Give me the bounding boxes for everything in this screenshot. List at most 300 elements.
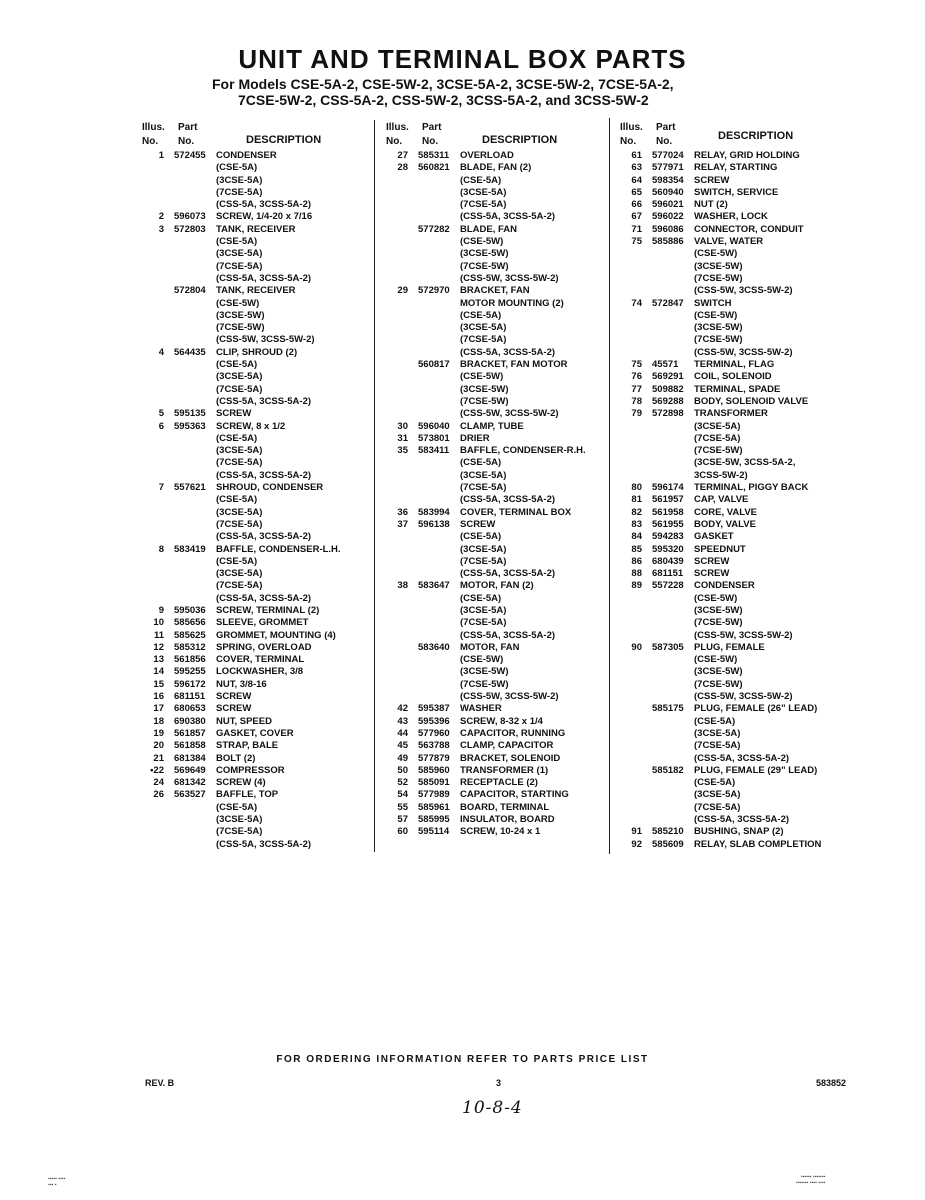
parts-row	[620, 285, 821, 297]
illus-number	[620, 457, 642, 469]
part-description: BRACKET, FAN	[460, 285, 530, 297]
part-number	[642, 654, 694, 666]
illus-number: 24	[153, 777, 164, 789]
part-number	[642, 691, 694, 703]
parts-row	[142, 507, 341, 519]
parts-row	[142, 162, 341, 174]
part-description: SCREW	[694, 174, 730, 186]
illus-number	[620, 605, 642, 617]
part-number	[642, 593, 694, 605]
part-number: 585175	[652, 703, 684, 715]
header-part: Part	[422, 122, 442, 133]
page-title: UNIT AND TERMINAL BOX PARTS	[238, 44, 687, 74]
parts-row	[142, 826, 341, 838]
part-number	[642, 248, 694, 260]
illus-number: 21	[153, 752, 164, 764]
part-number	[642, 285, 694, 297]
illus-number	[386, 236, 408, 248]
parts-column-1	[142, 118, 341, 851]
models-subtitle	[212, 76, 772, 108]
parts-row	[142, 617, 341, 629]
part-number: 572970	[418, 285, 450, 297]
parts-row	[620, 187, 821, 199]
illus-number	[620, 789, 642, 801]
part-number	[642, 347, 694, 359]
part-description: (3CSE-5A)	[694, 789, 741, 801]
part-number: 564435	[174, 346, 206, 358]
part-description: (3CSE-5A)	[460, 543, 507, 555]
part-description: NUT, SPEED	[216, 715, 272, 727]
parts-row	[620, 507, 821, 519]
illus-number: 64	[631, 174, 642, 186]
part-number: 583640	[418, 641, 450, 653]
parts-row	[386, 322, 586, 334]
illus-number	[142, 236, 164, 248]
parts-row	[620, 150, 821, 162]
part-description: (CSS-5W, 3CSS-5W-2)	[694, 629, 793, 641]
part-description: CLIP, SHROUD (2)	[216, 346, 298, 358]
parts-row	[620, 470, 821, 482]
parts-row	[386, 654, 586, 666]
illus-number	[620, 310, 642, 322]
part-description: (3CSE-5A)	[694, 727, 741, 739]
parts-row	[386, 556, 586, 568]
part-number	[642, 457, 694, 469]
part-number: 680653	[174, 703, 206, 715]
part-number	[408, 199, 460, 211]
parts-row	[620, 162, 821, 174]
parts-row	[386, 544, 586, 556]
illus-number	[620, 740, 642, 752]
parts-column-3	[620, 118, 821, 851]
part-number	[642, 617, 694, 629]
revision-label: REV. B	[145, 1078, 175, 1088]
illus-number	[142, 556, 164, 568]
part-description: CORE, VALVE	[694, 506, 757, 518]
parts-row	[142, 753, 341, 765]
parts-row	[620, 789, 821, 801]
parts-row	[142, 802, 341, 814]
illus-number: 42	[397, 703, 408, 715]
parts-row	[620, 273, 821, 285]
parts-row	[620, 531, 821, 543]
illus-number	[620, 273, 642, 285]
part-description: (CSE-5W)	[460, 371, 504, 383]
parts-row	[386, 175, 586, 187]
parts-row	[142, 519, 341, 531]
part-number: 563788	[418, 740, 450, 752]
illus-number	[386, 310, 408, 322]
part-number	[408, 531, 460, 543]
illus-number: 78	[631, 395, 642, 407]
part-description: (CSE-5A)	[460, 309, 502, 321]
parts-row	[620, 322, 821, 334]
parts-row	[620, 211, 821, 223]
parts-row	[386, 568, 586, 580]
illus-number	[142, 248, 164, 260]
illus-number	[142, 839, 164, 851]
part-description: (CSS-5A, 3CSS-5A-2)	[216, 838, 312, 850]
illus-number: 12	[153, 641, 164, 653]
part-description: (CSS-5A, 3CSS-5A-2)	[216, 592, 312, 604]
part-description: (7CSE-5A)	[216, 826, 263, 838]
part-number	[408, 334, 460, 346]
parts-row	[386, 298, 586, 310]
illus-number: 81	[631, 494, 642, 506]
parts-row	[386, 457, 586, 469]
parts-row	[386, 507, 586, 519]
part-description: (CSS-5A, 3CSS-5A-2)	[460, 346, 556, 358]
illus-number: 55	[397, 801, 408, 813]
illus-number	[386, 261, 408, 273]
part-number	[164, 248, 216, 260]
part-number	[642, 470, 694, 482]
part-number	[642, 666, 694, 678]
part-description: COVER, TERMINAL	[216, 654, 305, 666]
part-number	[408, 630, 460, 642]
part-description: SCREW	[216, 408, 252, 420]
illus-number	[620, 666, 642, 678]
part-description: (7CSE-5A)	[216, 383, 263, 395]
illus-number: 50	[397, 764, 408, 776]
illus-number: 13	[153, 654, 164, 666]
part-description: SCREW	[216, 691, 252, 703]
parts-row	[142, 396, 341, 408]
part-number	[408, 187, 460, 199]
parts-row	[142, 691, 341, 703]
illus-number: 79	[631, 408, 642, 420]
parts-row	[142, 728, 341, 740]
illus-number	[386, 544, 408, 556]
illus-number	[386, 211, 408, 223]
part-number: 509882	[652, 383, 684, 395]
parts-row	[386, 716, 586, 728]
part-description: (3CSE-5W)	[694, 666, 743, 678]
part-number: 690380	[174, 715, 206, 727]
part-description: (7CSE-5W)	[694, 334, 743, 346]
parts-row	[620, 814, 821, 826]
parts-row	[142, 408, 341, 420]
part-description: SPRING, OVERLOAD	[216, 641, 312, 653]
document-number: 583852	[816, 1078, 847, 1088]
parts-row	[142, 642, 341, 654]
part-description: (7CSE-5A)	[694, 432, 741, 444]
illus-number: 14	[153, 666, 164, 678]
parts-row	[386, 310, 586, 322]
part-number: 572803	[174, 223, 206, 235]
part-description: (7CSE-5A)	[460, 555, 507, 567]
illus-number: 89	[631, 580, 642, 592]
part-number: 561856	[174, 654, 206, 666]
part-number	[164, 494, 216, 506]
part-number: 577960	[418, 727, 450, 739]
part-number	[642, 740, 694, 752]
illus-number: •22	[150, 764, 164, 776]
header-no: No.	[386, 136, 403, 147]
column-divider	[374, 120, 375, 852]
part-number: 585625	[174, 629, 206, 641]
parts-row	[142, 347, 341, 359]
part-description: (CSE-5A)	[216, 359, 258, 371]
part-number: 595320	[652, 543, 684, 555]
parts-row	[620, 593, 821, 605]
parts-row	[386, 580, 586, 592]
part-description: STRAP, BALE	[216, 740, 279, 752]
illus-number: 65	[631, 186, 642, 198]
part-number: 560940	[652, 186, 684, 198]
illus-number	[142, 396, 164, 408]
illus-number: 92	[631, 838, 642, 850]
part-number: 577879	[418, 752, 450, 764]
ordering-note: FOR ORDERING INFORMATION REFER TO PARTS PRICE LIST	[276, 1054, 649, 1065]
illus-number	[386, 298, 408, 310]
part-description: NUT (2)	[694, 199, 728, 211]
illus-number: 77	[631, 383, 642, 395]
parts-row	[386, 334, 586, 346]
part-description: SPEEDNUT	[694, 543, 746, 555]
part-description: (7CSE-5W)	[694, 445, 743, 457]
part-description: SCREW, 8 x 1/2	[216, 420, 286, 432]
part-description: (CSE-5W)	[460, 236, 504, 248]
parts-row	[620, 740, 821, 752]
part-number	[164, 433, 216, 445]
header-part-no: No.	[656, 136, 673, 147]
parts-row	[142, 150, 341, 162]
part-number	[408, 322, 460, 334]
header-part-no: No.	[422, 136, 439, 147]
part-number	[164, 593, 216, 605]
part-number: 561857	[174, 727, 206, 739]
illus-number	[386, 605, 408, 617]
illus-number: 84	[631, 531, 642, 543]
part-number: 596174	[652, 482, 684, 494]
parts-row	[386, 691, 586, 703]
part-number	[408, 248, 460, 260]
illus-number: 20	[153, 740, 164, 752]
part-number: 561958	[652, 506, 684, 518]
part-number: 572455	[174, 150, 206, 161]
parts-row	[620, 371, 821, 383]
parts-row	[142, 371, 341, 383]
part-number: 594283	[652, 531, 684, 543]
part-description: (CSE-5W)	[694, 248, 738, 260]
part-description: TERMINAL, PIGGY BACK	[694, 482, 809, 494]
parts-row	[386, 765, 586, 777]
parts-row	[142, 359, 341, 371]
parts-row	[142, 814, 341, 826]
part-description: SCREW, 1/4-20 x 7/16	[216, 211, 313, 223]
parts-row	[386, 199, 586, 211]
part-number: 681342	[174, 777, 206, 789]
parts-row	[620, 679, 821, 691]
parts-row	[386, 703, 586, 715]
part-description: (3CSE-5A)	[460, 322, 507, 334]
part-description: (3CSE-5A)	[216, 814, 263, 826]
part-number: 596021	[652, 199, 684, 211]
parts-row	[142, 666, 341, 678]
parts-row	[386, 802, 586, 814]
part-description: (CSS-5A, 3CSS-5A-2)	[216, 469, 312, 481]
part-number	[642, 814, 694, 826]
illus-number: 57	[397, 814, 408, 826]
part-description: BRACKET, FAN MOTOR	[460, 359, 568, 371]
illus-number	[620, 347, 642, 359]
part-description: (3CSE-5A)	[216, 371, 263, 383]
parts-row	[142, 531, 341, 543]
part-description: (3CSE-5W)	[460, 383, 509, 395]
illus-number	[142, 322, 164, 334]
part-number	[642, 445, 694, 457]
part-number	[164, 322, 216, 334]
part-number: 595114	[418, 826, 450, 838]
part-description: (7CSE-5A)	[216, 260, 263, 272]
scan-marking: ▪▪▪▪▪ ▪▪▪▪ ▪▪▪ ▪	[48, 1176, 66, 1188]
part-number	[408, 384, 460, 396]
part-number: 585311	[418, 150, 450, 161]
parts-row	[620, 248, 821, 260]
parts-row	[386, 261, 586, 273]
parts-row	[142, 630, 341, 642]
part-number	[408, 457, 460, 469]
illus-number	[142, 433, 164, 445]
part-number	[642, 679, 694, 691]
parts-row	[620, 802, 821, 814]
part-description: (3CSE-5A)	[216, 445, 263, 457]
part-description: SWITCH	[694, 297, 732, 309]
illus-number: 10	[153, 617, 164, 629]
part-number	[642, 433, 694, 445]
parts-row	[620, 384, 821, 396]
illus-number	[386, 199, 408, 211]
part-description: RELAY, SLAB COMPLETION	[694, 838, 822, 850]
parts-row	[142, 457, 341, 469]
parts-row	[386, 777, 586, 789]
parts-row	[386, 433, 586, 445]
part-description: (7CSE-5A)	[460, 617, 507, 629]
part-description: (7CSE-5A)	[216, 457, 263, 469]
part-description: (CSE-5A)	[216, 494, 258, 506]
part-number: 577024	[652, 150, 684, 161]
part-description: (CSS-5A, 3CSS-5A-2)	[460, 568, 556, 580]
part-number	[164, 519, 216, 531]
part-description: INSULATOR, BOARD	[460, 814, 555, 826]
part-number: 583411	[418, 445, 450, 457]
part-description: MOTOR, FAN	[460, 641, 520, 653]
parts-row	[620, 544, 821, 556]
parts-row	[386, 224, 586, 236]
parts-row	[386, 187, 586, 199]
illus-number	[142, 519, 164, 531]
parts-row	[142, 777, 341, 789]
parts-row	[386, 371, 586, 383]
part-number: 595135	[174, 408, 206, 420]
part-number: 583647	[418, 580, 450, 592]
part-number: 561957	[652, 494, 684, 506]
part-number: 585312	[174, 641, 206, 653]
parts-row	[386, 519, 586, 531]
illus-number: 49	[397, 752, 408, 764]
parts-row	[142, 679, 341, 691]
part-description: (CSS-5A, 3CSS-5A-2)	[216, 199, 312, 211]
part-description: (CSE-5A)	[460, 457, 502, 469]
illus-number	[620, 753, 642, 765]
illus-number	[142, 334, 164, 346]
part-description: (CSS-5A, 3CSS-5A-2)	[216, 272, 312, 284]
part-number: 577989	[418, 789, 450, 801]
parts-row	[620, 716, 821, 728]
illus-number	[142, 445, 164, 457]
header-part-no: No.	[178, 136, 195, 147]
parts-row	[620, 580, 821, 592]
part-description: WASHER	[460, 703, 502, 715]
part-description: (7CSE-5A)	[460, 334, 507, 346]
part-description: CONDENSER	[216, 150, 277, 161]
illus-number: 88	[631, 568, 642, 580]
parts-row	[620, 617, 821, 629]
parts-row	[620, 519, 821, 531]
parts-row	[386, 728, 586, 740]
part-description: (CSS-5A, 3CSS-5A-2)	[460, 629, 556, 641]
part-description: (CSE-5W)	[694, 654, 738, 666]
part-description: CAP, VALVE	[694, 494, 749, 506]
part-number	[164, 457, 216, 469]
part-number: 572898	[652, 408, 684, 420]
illus-number: 45	[397, 740, 408, 752]
illus-number	[386, 679, 408, 691]
illus-number	[620, 334, 642, 346]
illus-number: 76	[631, 371, 642, 383]
part-description: BOARD, TERMINAL	[460, 801, 550, 813]
illus-number: 67	[631, 211, 642, 223]
part-description: SCREW	[460, 518, 496, 530]
illus-number	[386, 322, 408, 334]
parts-row	[386, 347, 586, 359]
part-description: (7CSE-5A)	[460, 199, 507, 211]
parts-row	[620, 703, 821, 715]
part-number: 585210	[652, 826, 684, 838]
part-number	[164, 236, 216, 248]
part-number	[164, 371, 216, 383]
part-description: CONNECTOR, CONDUIT	[694, 223, 804, 235]
parts-row	[142, 248, 341, 260]
part-number: 569288	[652, 395, 684, 407]
part-description: (3CSE-5W)	[216, 309, 265, 321]
part-description: (CSS-5W, 3CSS-5W-2)	[460, 691, 559, 703]
part-number: 577282	[418, 223, 450, 235]
part-number	[408, 470, 460, 482]
scan-marking: ▪▪▪▪▪▪ ▪▪▪▪▪▪▪ ▪▪▪▪▪▪▪ ▪▪▪▪ ▪▪▪▪	[796, 1174, 826, 1186]
illus-number: 75	[631, 359, 642, 371]
parts-row	[620, 556, 821, 568]
part-description: TRANSFORMER (1)	[460, 764, 549, 776]
illus-number	[620, 421, 642, 433]
illus-number	[142, 199, 164, 211]
illus-number: 29	[397, 285, 408, 297]
part-number	[164, 273, 216, 285]
part-number	[408, 482, 460, 494]
part-number: 45571	[652, 359, 679, 371]
illus-number	[620, 716, 642, 728]
parts-row	[142, 211, 341, 223]
part-description: (3CSE-5A)	[216, 248, 263, 260]
part-number	[642, 630, 694, 642]
part-number	[164, 507, 216, 519]
illus-number	[142, 457, 164, 469]
illus-number	[386, 666, 408, 678]
illus-number	[620, 617, 642, 629]
part-number: 595363	[174, 420, 206, 432]
part-description: (CSE-5W)	[694, 309, 738, 321]
